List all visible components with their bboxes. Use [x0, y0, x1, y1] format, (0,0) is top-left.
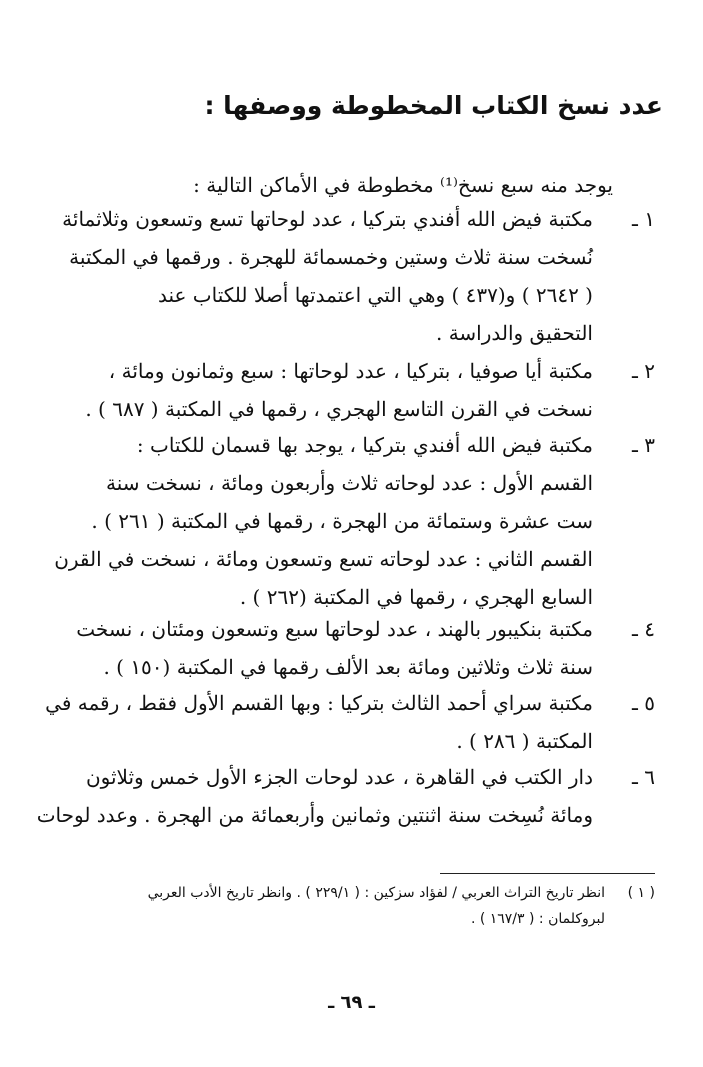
item-line: مكتبة بنكيبور بالهند ، عدد لوحاتها سبع وتسعون ومئتان ، نسخت — [76, 617, 593, 641]
section-heading: عدد نسخ الكتاب المخطوطة ووصفها : — [204, 91, 663, 120]
list-item-6 — [36, 758, 655, 834]
footnote-line: انظر تاريخ التراث العربي / لفؤاد سزكين : ( ٢٢٩/١ ) . وانظر تاريخ الأدب العربي — [147, 885, 605, 901]
item-line: القسم الأول : عدد لوحاته ثلاث وأربعون ومائة ، نسخت سنة — [105, 471, 593, 495]
item-line: ومائة نُسِخت سنة اثنتين وثمانين وأربعمائة من الهجرة . وعدد لوحات — [36, 803, 593, 827]
item-line: نُسخت سنة ثلاث وستين وخمسمائة للهجرة . ورقمها في المكتبة — [69, 245, 593, 269]
item-number: ٦ ـ — [632, 765, 655, 789]
item-line: مكتبة فيض الله أفندي بتركيا ، عدد لوحاتها تسع وتسعون وثلاثمائة — [62, 207, 593, 231]
list-item-3 — [45, 426, 655, 616]
item-line: مكتبة أيا صوفيا ، بتركيا ، عدد لوحاتها : سبع وثمانون ومائة ، — [108, 359, 593, 383]
item-line: نسخت في القرن التاسع الهجري ، رقمها في المكتبة ( ٦٨٧ ) . — [85, 397, 593, 421]
page-number: ـ ٦٩ ـ — [328, 992, 375, 1013]
item-line: ( ٢٦٤٢ ) و(٤٣٧ ) وهي التي اعتمدتها أصلا للكتاب عند — [157, 283, 593, 307]
item-number: ٢ ـ — [632, 359, 655, 383]
item-line: ست عشرة وستمائة من الهجرة ، رقمها في المكتبة ( ٢٦١ ) . — [91, 509, 593, 533]
item-line: السابع الهجري ، رقمها في المكتبة (٢٦٢ ) . — [239, 585, 593, 609]
footnote-divider — [440, 873, 655, 874]
item-number: ١ ـ — [632, 207, 655, 231]
intro-text: يوجد منه سبع نسخ⁽¹⁾ مخطوطة في الأماكن التالية : — [193, 173, 613, 197]
footnote-number: ( ١ ) — [627, 885, 655, 901]
item-line: المكتبة ( ٢٨٦ ) . — [456, 729, 593, 753]
item-number: ٤ ـ — [632, 617, 655, 641]
item-line: مكتبة سراي أحمد الثالث بتركيا : وبها القسم الأول فقط ، رقمه في — [45, 691, 593, 715]
item-line: القسم الثاني : عدد لوحاته تسع وتسعون ومائة ، نسخت في القرن — [54, 547, 593, 571]
item-line: التحقيق والدراسة . — [435, 321, 593, 345]
item-line: دار الكتب في القاهرة ، عدد لوحات الجزء الأول خمس وثلاثون — [85, 765, 593, 789]
item-line: مكتبة فيض الله أفندي بتركيا ، يوجد بها قسمان للكتاب : — [136, 433, 593, 457]
list-item-4 — [45, 610, 655, 686]
item-line: سنة ثلاث وثلاثين ومائة بعد الألف رقمها في المكتبة (١٥٠ ) . — [103, 655, 593, 679]
list-item-2 — [45, 352, 655, 428]
list-item-5 — [45, 684, 655, 760]
footnote-line: لبروكلمان : ( ١٦٧/٣ ) . — [470, 911, 605, 927]
list-item-1 — [45, 200, 655, 352]
item-number: ٣ ـ — [632, 433, 655, 457]
footnote — [45, 880, 655, 932]
item-number: ٥ ـ — [632, 691, 655, 715]
